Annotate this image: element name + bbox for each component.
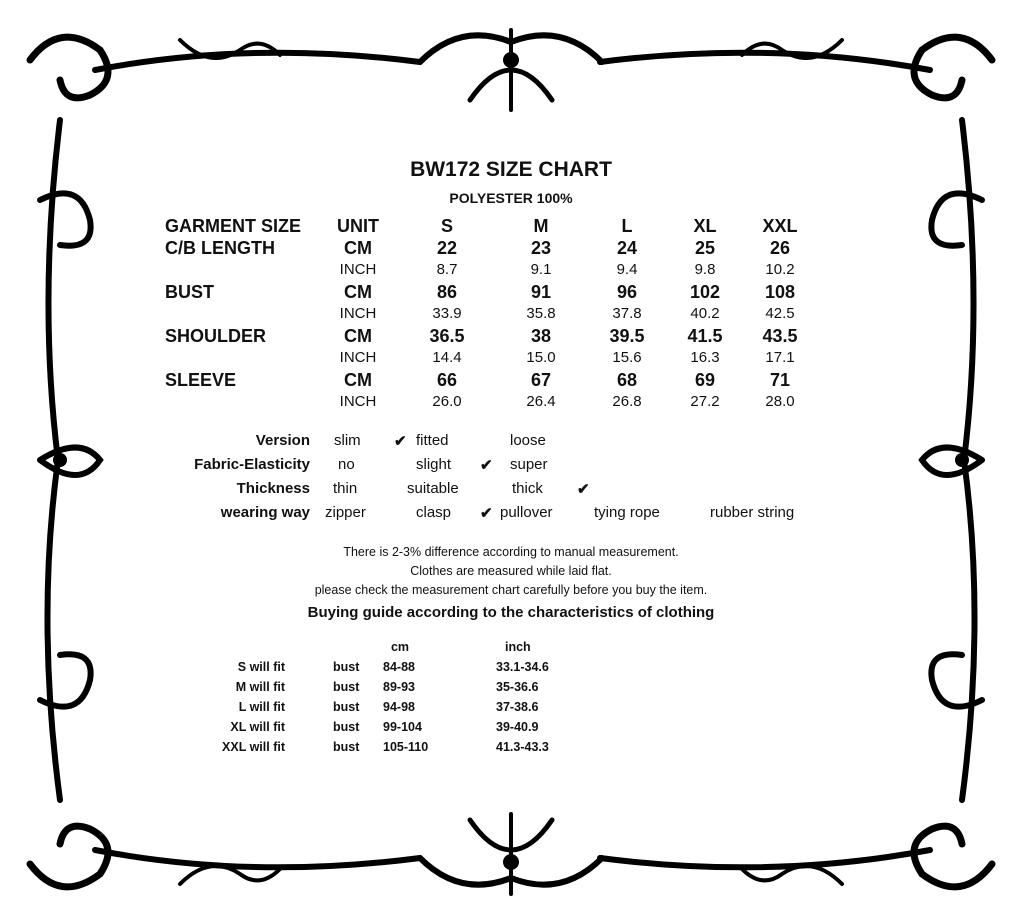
row-label: C/B LENGTH (165, 238, 275, 258)
unit-cm: CM (344, 370, 372, 390)
cm-value: 41.5 (687, 326, 723, 346)
guide-part: bust (333, 660, 360, 674)
guide-part: bust (333, 680, 360, 694)
cm-value: 24 (616, 238, 638, 258)
inch-value: 9.4 (616, 261, 638, 278)
inch-value: 15.6 (612, 349, 642, 366)
row-label: BUST (165, 282, 214, 302)
guide-size: L will fit (238, 700, 285, 714)
feature-option: clasp (416, 504, 452, 521)
check-icon: ✔ (480, 505, 493, 522)
guide-inch: 41.3-43.3 (496, 740, 549, 754)
cm-value: 39.5 (609, 326, 645, 346)
inch-value: 10.2 (765, 261, 795, 278)
guide-size: XXL will fit (222, 740, 285, 754)
header-s: S (440, 216, 453, 236)
guide-inch: 35-36.6 (496, 680, 539, 694)
feature-option: loose (510, 432, 546, 449)
unit-cm: CM (344, 238, 372, 258)
feature-label: Thickness (236, 480, 310, 497)
guide-col-cm: cm (390, 640, 410, 654)
guide-inch: 33.1-34.6 (496, 660, 549, 674)
cm-value: 36.5 (429, 326, 465, 346)
feature-option: fitted (416, 432, 449, 449)
feature-option: zipper (325, 504, 366, 521)
feature-option: slight (416, 456, 452, 473)
feature-option: pullover (500, 504, 553, 521)
cm-value: 22 (436, 238, 458, 258)
inch-value: 15.0 (526, 349, 556, 366)
cm-value: 43.5 (762, 326, 798, 346)
inch-value: 17.1 (765, 349, 795, 366)
unit-inch: INCH (339, 261, 377, 278)
cm-value: 67 (530, 370, 552, 390)
inch-value: 26.8 (612, 393, 642, 410)
inch-value: 14.4 (432, 349, 462, 366)
note-line: Clothes are measured while laid flat. (410, 564, 612, 578)
guide-size: M will fit (235, 680, 285, 694)
guide-cm: 94-98 (383, 700, 415, 714)
guide-inch: 37-38.6 (496, 700, 539, 714)
cm-value: 66 (436, 370, 458, 390)
feature-label: wearing way (220, 504, 310, 521)
inch-value: 16.3 (690, 349, 720, 366)
cm-value: 23 (530, 238, 552, 258)
feature-option: no (338, 456, 355, 473)
inch-value: 9.1 (530, 261, 552, 278)
header-m: M (533, 216, 549, 236)
unit-inch: INCH (339, 393, 377, 410)
feature-option: suitable (407, 480, 459, 497)
row-label: SHOULDER (165, 326, 267, 346)
inch-value: 40.2 (690, 305, 720, 322)
feature-label: Fabric-Elasticity (194, 456, 310, 473)
inch-value: 27.2 (690, 393, 720, 410)
cm-value: 71 (769, 370, 791, 390)
inch-value: 26.4 (526, 393, 556, 410)
unit-inch: INCH (339, 305, 377, 322)
inch-value: 26.0 (432, 393, 462, 410)
cm-value: 69 (694, 370, 716, 390)
feature-option: tying rope (594, 504, 660, 521)
guide-part: bust (333, 740, 360, 754)
unit-inch: INCH (339, 349, 377, 366)
cm-value: 26 (769, 238, 791, 258)
buying-guide-title: Buying guide according to the characteristics of clothing (307, 604, 715, 621)
inch-value: 28.0 (765, 393, 795, 410)
guide-part: bust (333, 700, 360, 714)
inch-value: 37.8 (612, 305, 642, 322)
cm-value: 25 (694, 238, 716, 258)
inch-value: 9.8 (694, 261, 716, 278)
header-xxl: XXL (762, 216, 798, 236)
check-icon: ✔ (577, 481, 590, 498)
cm-value: 86 (436, 282, 458, 302)
cm-value: 91 (530, 282, 552, 302)
cm-value: 102 (689, 282, 721, 302)
guide-cm: 89-93 (383, 680, 415, 694)
guide-col-inch: inch (505, 640, 531, 654)
inch-value: 42.5 (765, 305, 795, 322)
header-unit: UNIT (337, 216, 379, 236)
inch-value: 8.7 (436, 261, 458, 278)
feature-option: thick (512, 480, 543, 497)
inch-value: 33.9 (432, 305, 462, 322)
guide-cm: 105-110 (383, 740, 429, 754)
cm-value: 68 (616, 370, 638, 390)
feature-label: Version (255, 432, 310, 449)
guide-cm: 99-104 (383, 720, 422, 734)
guide-part: bust (333, 720, 360, 734)
check-icon: ✔ (394, 433, 407, 450)
cm-value: 108 (764, 282, 796, 302)
row-label: SLEEVE (165, 370, 237, 390)
feature-option: thin (333, 480, 358, 497)
header-garment-size: GARMENT SIZE (165, 216, 302, 236)
feature-option: slim (334, 432, 361, 449)
inch-value: 35.8 (526, 305, 556, 322)
unit-cm: CM (344, 326, 372, 346)
material-label: POLYESTER 100% (449, 190, 573, 206)
guide-size: S will fit (237, 660, 285, 674)
unit-cm: CM (344, 282, 372, 302)
guide-size: XL will fit (230, 720, 285, 734)
header-l: L (621, 216, 633, 236)
feature-option: rubber string (710, 504, 795, 521)
chart-title: BW172 SIZE CHART (410, 158, 612, 181)
note-line: There is 2-3% difference according to manual measurement. (343, 545, 679, 559)
header-xl: XL (693, 216, 717, 236)
guide-inch: 39-40.9 (496, 720, 539, 734)
cm-value: 38 (530, 326, 552, 346)
check-icon: ✔ (480, 457, 493, 474)
cm-value: 96 (616, 282, 638, 302)
feature-option: super (510, 456, 548, 473)
guide-cm: 84-88 (383, 660, 415, 674)
note-line: please check the measurement chart carefully before you buy the item. (314, 583, 708, 597)
